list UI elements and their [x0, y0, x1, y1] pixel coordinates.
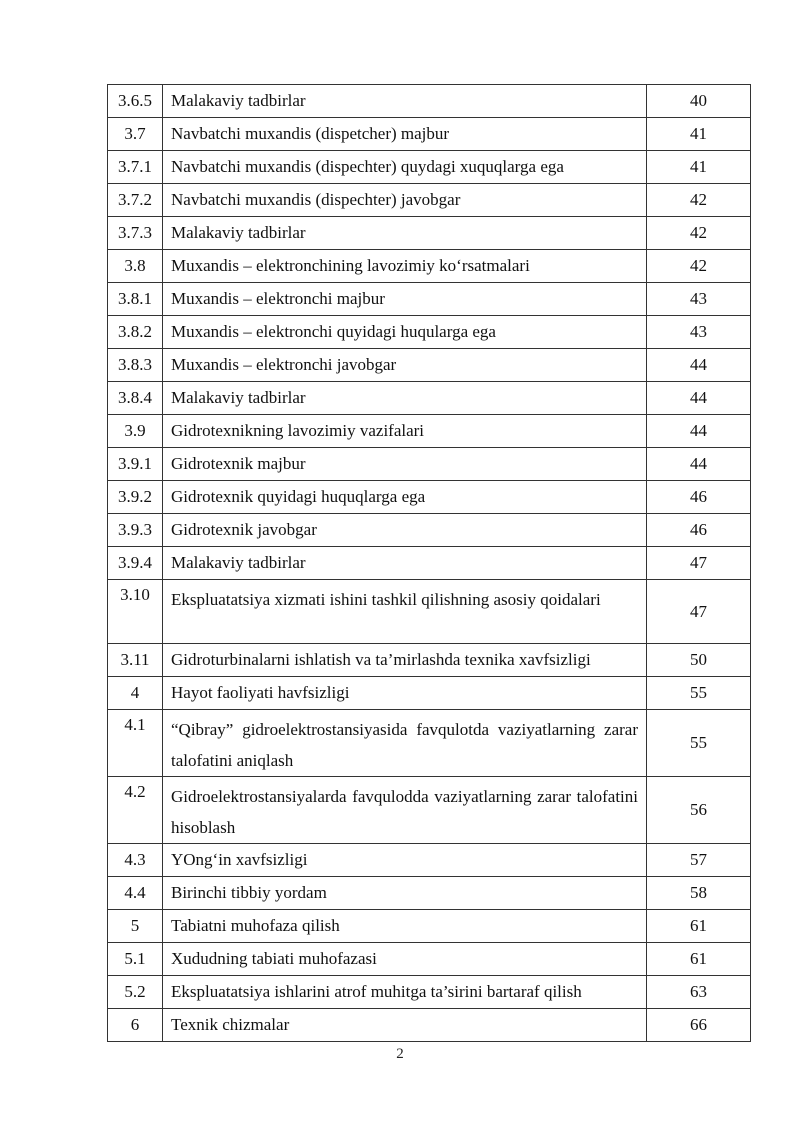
section-title: Navbatchi muxandis (dispetcher) majbur	[163, 118, 647, 151]
section-number: 3.10	[108, 580, 163, 644]
section-page: 57	[647, 844, 751, 877]
table-row	[108, 481, 751, 514]
section-page: 47	[647, 580, 751, 644]
table-row	[108, 118, 751, 151]
table-row	[108, 382, 751, 415]
section-page: 44	[647, 448, 751, 481]
table-row	[108, 316, 751, 349]
table-row	[108, 250, 751, 283]
section-number: 5.1	[108, 943, 163, 976]
section-title: Tabiatni muhofaza qilish	[163, 910, 647, 943]
table-row	[108, 151, 751, 184]
section-page: 56	[647, 777, 751, 844]
section-number: 6	[108, 1009, 163, 1042]
section-number: 3.8.1	[108, 283, 163, 316]
section-title: Muxandis – elektronchi javobgar	[163, 349, 647, 382]
table-row	[108, 1009, 751, 1042]
section-title: Navbatchi muxandis (dispechter) javobgar	[163, 184, 647, 217]
section-title: “Qibray” gidroelektrostansiyasida favqulotda vaziyatlarning zarar talofatini aniqlash	[163, 710, 647, 777]
section-page: 42	[647, 184, 751, 217]
section-number: 4.4	[108, 877, 163, 910]
section-page: 47	[647, 547, 751, 580]
section-page: 40	[647, 85, 751, 118]
table-row	[108, 514, 751, 547]
section-page: 46	[647, 481, 751, 514]
section-page: 43	[647, 316, 751, 349]
section-number: 3.7	[108, 118, 163, 151]
section-number: 3.6.5	[108, 85, 163, 118]
section-number: 3.8	[108, 250, 163, 283]
table-row	[108, 184, 751, 217]
section-title: Hayot faoliyati havfsizligi	[163, 677, 647, 710]
section-page: 41	[647, 118, 751, 151]
section-number: 3.9.1	[108, 448, 163, 481]
section-page: 41	[647, 151, 751, 184]
section-page: 63	[647, 976, 751, 1009]
section-title: Birinchi tibbiy yordam	[163, 877, 647, 910]
table-row	[108, 283, 751, 316]
section-title: Malakaviy tadbirlar	[163, 382, 647, 415]
section-page: 61	[647, 910, 751, 943]
table-row	[108, 976, 751, 1009]
table-row	[108, 85, 751, 118]
table-row	[108, 844, 751, 877]
section-title: Malakaviy tadbirlar	[163, 85, 647, 118]
table-row	[108, 710, 751, 777]
table-row	[108, 580, 751, 644]
section-title: Muxandis – elektronchi majbur	[163, 283, 647, 316]
section-number: 3.8.2	[108, 316, 163, 349]
table-row	[108, 217, 751, 250]
table-row	[108, 677, 751, 710]
section-page: 58	[647, 877, 751, 910]
section-number: 3.7.2	[108, 184, 163, 217]
section-number: 5.2	[108, 976, 163, 1009]
section-title: Gidrotexnikning lavozimiy vazifalari	[163, 415, 647, 448]
section-page: 66	[647, 1009, 751, 1042]
section-page: 44	[647, 415, 751, 448]
section-title: Gidrotexnik javobgar	[163, 514, 647, 547]
section-page: 55	[647, 677, 751, 710]
section-number: 3.11	[108, 644, 163, 677]
section-page: 42	[647, 250, 751, 283]
section-page: 50	[647, 644, 751, 677]
section-title: Texnik chizmalar	[163, 1009, 647, 1042]
section-title: Gidroturbinalarni ishlatish va ta’mirlashda texnika xavfsizligi	[163, 644, 647, 677]
section-number: 4.2	[108, 777, 163, 844]
section-title: Muxandis – elektronchining lavozimiy koʻrsatmalari	[163, 250, 647, 283]
section-number: 3.7.1	[108, 151, 163, 184]
table-row	[108, 547, 751, 580]
section-number: 4.1	[108, 710, 163, 777]
table-row	[108, 448, 751, 481]
table-row	[108, 415, 751, 448]
section-number: 4.3	[108, 844, 163, 877]
section-title: Gidrotexnik quyidagi huquqlarga ega	[163, 481, 647, 514]
section-number: 3.9.3	[108, 514, 163, 547]
table-row	[108, 349, 751, 382]
section-title: Malakaviy tadbirlar	[163, 547, 647, 580]
section-title: YOngʻin xavfsizligi	[163, 844, 647, 877]
section-title: Malakaviy tadbirlar	[163, 217, 647, 250]
section-page: 42	[647, 217, 751, 250]
section-title: Ekspluatatsiya xizmati ishini tashkil qilishning asosiy qoidalari	[163, 580, 647, 644]
section-number: 3.9	[108, 415, 163, 448]
table-row	[108, 943, 751, 976]
table-row	[108, 910, 751, 943]
page-number: 2	[396, 1046, 404, 1062]
section-title: Navbatchi muxandis (dispechter) quydagi xuquqlarga ega	[163, 151, 647, 184]
section-title: Muxandis – elektronchi quyidagi huqularga ega	[163, 316, 647, 349]
section-number: 3.9.2	[108, 481, 163, 514]
section-page: 46	[647, 514, 751, 547]
section-number: 3.7.3	[108, 217, 163, 250]
section-number: 3.8.3	[108, 349, 163, 382]
section-number: 4	[108, 677, 163, 710]
section-page: 43	[647, 283, 751, 316]
table-row	[108, 777, 751, 844]
section-title: Ekspluatatsiya ishlarini atrof muhitga ta’sirini bartaraf qilish	[163, 976, 647, 1009]
section-title: Xududning tabiati muhofazasi	[163, 943, 647, 976]
section-number: 3.9.4	[108, 547, 163, 580]
section-page: 61	[647, 943, 751, 976]
section-page: 44	[647, 382, 751, 415]
section-page: 44	[647, 349, 751, 382]
section-page: 55	[647, 710, 751, 777]
table-row	[108, 877, 751, 910]
section-number: 5	[108, 910, 163, 943]
table-of-contents	[107, 84, 751, 1042]
section-title: Gidroelektrostansiyalarda favqulodda vaziyatlarning zarar talofatini hisoblash	[163, 777, 647, 844]
section-number: 3.8.4	[108, 382, 163, 415]
table-row	[108, 644, 751, 677]
section-title: Gidrotexnik majbur	[163, 448, 647, 481]
